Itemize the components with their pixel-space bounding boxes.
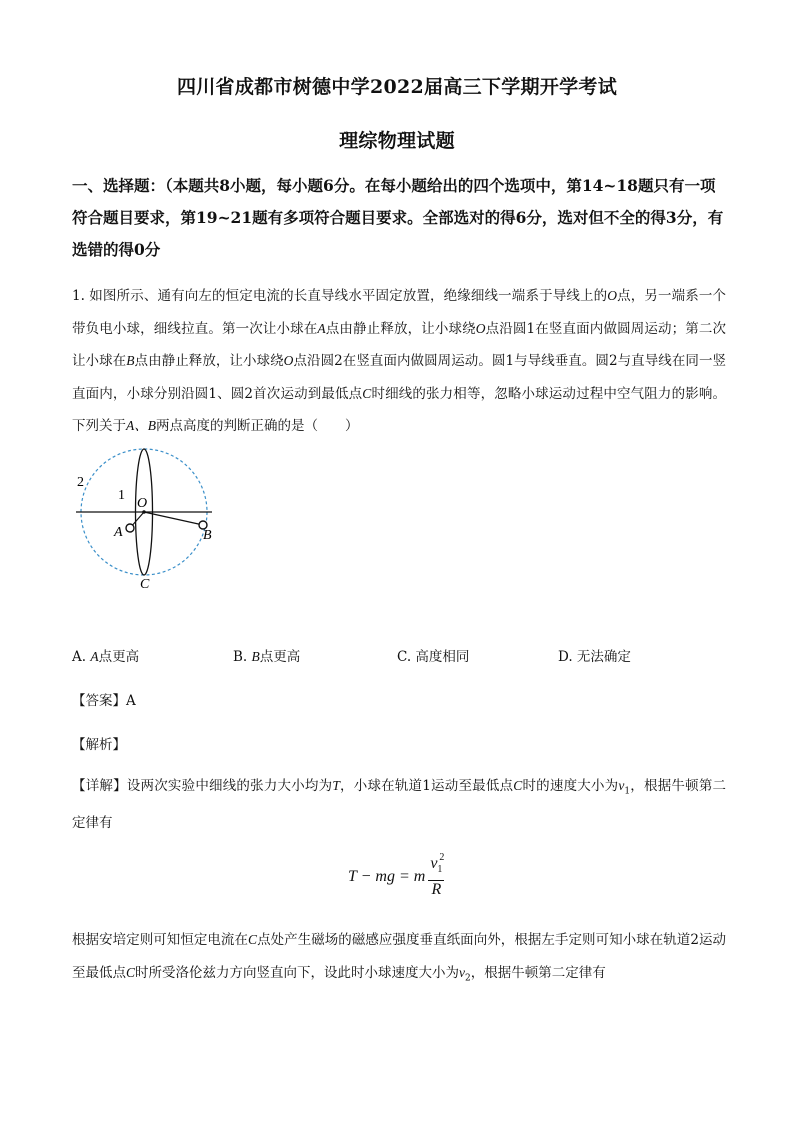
analysis-label: 【解析】 — [72, 737, 126, 753]
option-d[interactable]: D. 无法确定 — [558, 649, 631, 665]
label-b: B — [203, 528, 212, 543]
option-b[interactable]: B. B点更高 — [233, 649, 301, 665]
label-c: C — [140, 577, 150, 592]
label-a: A — [114, 525, 123, 540]
option-a[interactable]: A. A点更高 — [72, 649, 140, 665]
circle-motion-figure — [70, 446, 220, 596]
detail-paragraph-2: 根据安培定则可知恒定电流在C点处产生磁场的磁感应强度垂直纸面向外，根据左手定则可知小球在轨道2运动至最低点C时所受洛伦兹力方向竖直向下，设此时小球速度大小为$v_2$，根据牛顿第二定律有 — [72, 932, 726, 984]
detail-paragraph-1: 【详解】设两次实验中细线的张力大小均为T，小球在轨道1运动至最低点C时的速度大小为$v_1$，根据牛顿第二定律有 — [72, 778, 727, 832]
ball-a — [126, 524, 134, 532]
option-c[interactable]: C. 高度相同 — [397, 649, 470, 665]
answer-line: 【答案】A — [72, 693, 136, 709]
page-title: 四川省成都市树德中学2022届高三下学期开学考试 — [176, 76, 618, 98]
formula-newton-1: T − mg = m v 2 $_1$ R — [348, 852, 445, 898]
label-o: O — [137, 496, 148, 511]
question-1-text: 1. 如图所示、通有向左的恒定电流的长直导线水平固定放置，绝缘细线一端系于导线上的O点，另一端系一个带负电小球，细线拉直。第一次让小球在A点由静止释放，让小球绕O点沿圆1在竖直面内做圆周运动；第二次让小球在B点由静止释放，让小球绕O点沿圆2在竖直面内做圆周运动。圆1与导线垂直。圆2与直导线在同一竖直面内，小球分别沿圆1、圆2首次运动到最低点C时细线的张力相等，忽略小球运动过程中空气阻力的影响。下列关于A、B两点高度的判断正确的是（ ） — [72, 288, 727, 434]
page-subtitle: 理综物理试题 — [339, 130, 455, 152]
label-circle-1: 1 — [118, 488, 125, 503]
section-heading: 一、选择题：（本题共8小题，每小题6分。在每小题给出的四个选项中，第14~18题只有一项符合题目要求，第19~21题有多项符合题目要求。全部选对的得6分，选对但不全的得3分，有选错的得0分 — [72, 176, 724, 259]
label-circle-2: 2 — [77, 475, 84, 490]
